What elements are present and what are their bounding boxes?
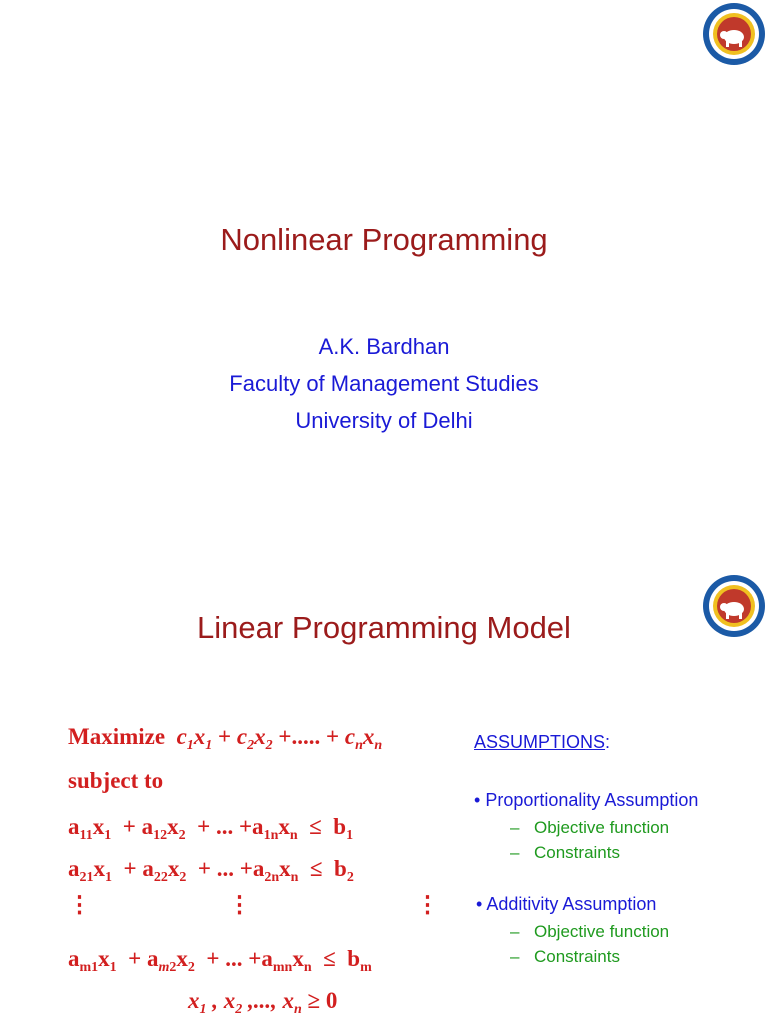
maximize-label: Maximize (68, 724, 166, 749)
list-item (510, 818, 669, 838)
vertical-ellipsis: ⋮ (68, 892, 91, 917)
objective-function: Maximize $c_1x_1 + c_2x_2$ +..... + $c_nx_n$ (68, 724, 383, 753)
list-item-label: Constraints (534, 947, 620, 966)
list-item-label: Constraints (534, 843, 620, 862)
constraint-row-m: $a_{m1}x_1 + a_{m2}x_2$ + ... $+a_{mn}x_n \le b_m$ (68, 946, 372, 975)
dash: – (510, 947, 520, 966)
constraint-row-1: $a_{11}x_1 + a_{12}x_2$ + ... $+a_{1n}x_n \le b_1$ (68, 814, 354, 843)
assumptions-heading-colon: : (605, 732, 611, 752)
proportionality-assumption (474, 790, 698, 811)
vertical-ellipsis: ⋮ (228, 892, 251, 917)
additivity-label: Additivity Assumption (486, 894, 657, 914)
geq-zero: ≥ 0 (307, 988, 338, 1013)
author-department: Faculty of Management Studies (229, 371, 539, 396)
list-item-label: Objective function (534, 922, 670, 941)
leq-symbol: ≤ (309, 814, 322, 839)
author-name: A.K. Bardhan (318, 334, 450, 359)
university-seal-icon (702, 2, 766, 66)
list-item (510, 922, 669, 942)
bullet: • (474, 790, 481, 810)
dash: – (510, 922, 520, 941)
constraint-row-2: $a_{21}x_1 + a_{22}x_2$ + ... $+a_{2n}x_n \le b_2$ (68, 856, 354, 885)
vertical-ellipsis: ⋮ (416, 892, 439, 917)
leq-symbol: ≤ (323, 946, 336, 971)
nonnegativity-constraint: $x_1$ , $x_2$ ,..., $x_n \ge 0$ (188, 988, 338, 1017)
leq-symbol: ≤ (309, 856, 323, 881)
assumptions-heading (474, 732, 610, 753)
bullet: • (476, 894, 483, 914)
lp-model-slide (0, 560, 768, 1024)
list-item (510, 947, 620, 967)
list-item (510, 843, 620, 863)
vertical-ellipsis-row (68, 892, 438, 922)
dash: – (510, 818, 520, 837)
dash: – (510, 843, 520, 862)
additivity-assumption (476, 894, 656, 915)
slide-title: Nonlinear Programming (220, 222, 548, 257)
author-university: University of Delhi (295, 408, 473, 433)
proportionality-label: Proportionality Assumption (485, 790, 699, 810)
subject-to-label: subject to (68, 768, 164, 793)
list-item-label: Objective function (534, 818, 670, 837)
assumptions-heading-text: ASSUMPTIONS (474, 732, 606, 752)
slide-title: Linear Programming Model (197, 610, 571, 645)
